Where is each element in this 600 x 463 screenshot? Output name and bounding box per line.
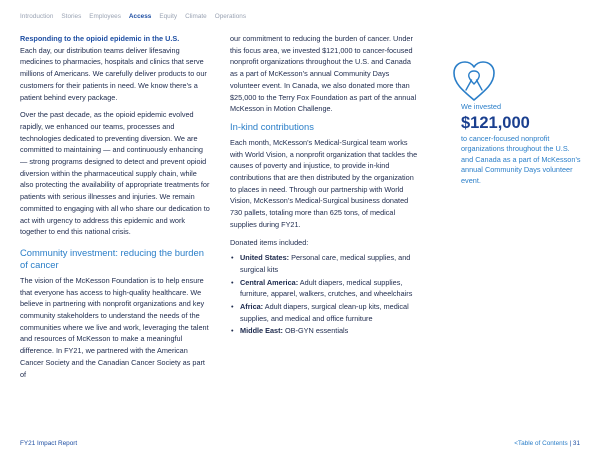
community-investment-paragraph: The vision of the McKesson Foundation is to help ensure that everyone has access to high-quality healthcare. We believe in partnering with nonprofit organizations and key community stakeholders to understand the needs of the communities where we live and work, leveraging the talent and resources of McKesson to make a meaningful difference. In FY21, we partnered with the American Cancer Society and the Canadian Cancer Society as part of	[20, 275, 209, 379]
nav-introduction[interactable]: Introduction	[20, 13, 54, 20]
opioid-paragraph-2: Over the past decade, as the opioid epidemic evolved rapidly, we enhanced our teams, processes and technologies dedicated to preventing diversion. We are committed to maintaining — and continuously enhancing — strong programs designed to detect and prevent opioid diversion within the pharmaceutical supply chain, while also protecting the availability of appropriate treatments for patients with serious illnesses and injuries. We remain committed to engaging with all who share our dedication to act with urgency to address this epidemic and work together to end this national crisis.	[20, 110, 210, 237]
list-item-region: Africa:	[240, 302, 264, 312]
sidebar-callout	[461, 102, 581, 186]
list-item-text: Adult diapers, medical supplies, furniture, apparel, walkers, crutches, and wheelchairs	[240, 277, 413, 299]
donated-items-list	[230, 252, 420, 337]
list-item-text: OB-GYN essentials	[282, 326, 349, 336]
callout-label: We invested	[461, 102, 502, 111]
opioid-heading: Responding to the opioid epidemic in the U.S.	[20, 34, 180, 43]
community-investment-heading: Community investment: reducing the burden of cancer	[20, 246, 204, 270]
footer-separator: |	[569, 440, 572, 447]
report-title: FY21 Impact Report	[20, 440, 78, 447]
list-item-region: United States:	[240, 253, 290, 263]
nav-stories[interactable]: Stories	[61, 13, 82, 20]
ribbon-heart-icon	[448, 56, 500, 104]
list-item-text: Personal care, medical supplies, and surgical kits	[240, 253, 411, 274]
list-item	[240, 277, 420, 300]
nav-climate[interactable]: Climate	[185, 13, 207, 20]
in-kind-heading: In-kind contributions	[230, 120, 314, 132]
callout-text: to cancer-focused nonprofit organizations throughout the U.S. and Canada as a part of McKesson’s annual Community Days volunteer event.	[461, 133, 581, 185]
table-of-contents-link[interactable]: <Table of Contents	[514, 440, 568, 447]
in-kind-paragraph: Each month, McKesson’s Medical-Surgical team works with World Vision, a nonprofit organization that tackles the causes of poverty and injustice, to provide in-kind contributions that are then distributed by the organization to places in need. Through our partnership with World Vision, McKesson’s Medical-Surgical business donated 730 pallets, totaling more than 625 tons, of medical supplies during FY21.	[230, 137, 418, 229]
cancer-commitment-paragraph: our commitment to reducing the burden of cancer. Under this focus area, we invested $121,000 to cancer-focused nonprofit organizations throughout the U.S. and Canada as a part of McKesson’s annual Community Days volunteer event. In Canada, we also donated more than $25,000 to the Terry Fox Foundation as part of the annual McKesson in Motion Challenge.	[230, 34, 417, 114]
list-item	[240, 301, 420, 324]
list-item-text: Adult diapers, surgical clean-up kits, medical supplies, and medical and office furniture	[240, 302, 409, 323]
list-item	[240, 325, 420, 337]
nav-employees[interactable]: Employees	[89, 13, 121, 20]
middle-column	[230, 33, 420, 338]
list-item-region: Central America:	[240, 277, 299, 287]
nav-equity[interactable]: Equity	[159, 13, 178, 20]
donated-items-label: Donated items included:	[230, 237, 309, 247]
page-footer	[20, 440, 580, 447]
list-item-region: Middle East:	[240, 326, 283, 336]
top-navigation	[20, 13, 246, 20]
left-column	[20, 33, 210, 386]
nav-operations[interactable]: Operations	[214, 13, 247, 20]
opioid-paragraph-1: Each day, our distribution teams deliver lifesaving medicines to pharmacies, hospitals and clinics that serve millions of Americans. We carefully deliver products to our customers for their patients in need. We know there’s a patient behind every package.	[20, 45, 207, 102]
nav-access[interactable]: Access	[128, 13, 152, 20]
page-number: 31	[572, 440, 580, 447]
footer-right	[514, 440, 580, 447]
callout-amount: $121,000	[461, 113, 530, 132]
list-item	[240, 252, 420, 275]
